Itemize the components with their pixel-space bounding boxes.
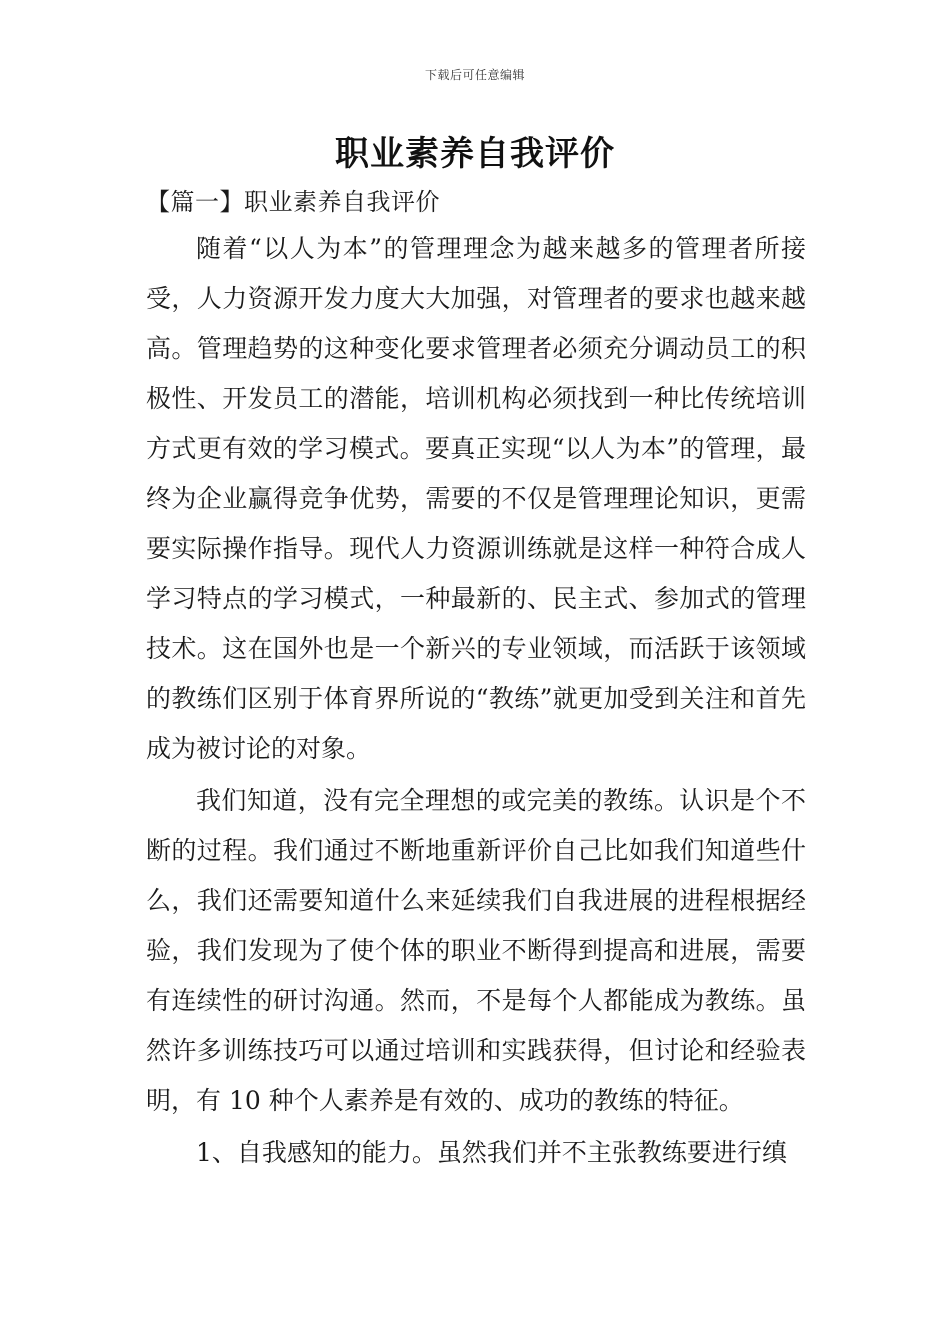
page-title: 职业素养自我评价: [335, 134, 615, 174]
section-heading: 【篇一】职业素养自我评价: [146, 188, 440, 216]
body-text: [146, 224, 806, 1180]
paragraph: 1、自我感知的能力。虽然我们并不主张教练要进行缜: [196, 1138, 787, 1167]
paragraph: 我们知道，没有完全理想的或完美的教练。认识是个不断的过程。我们通过不断地重新评价自己比如我们知道些什么，我们还需要知道什么来延续我们自我进展的进程根据经验，我们发现为了使个体的职业不断得到提高和进展，需要有连续性的研讨沟通。然而，不是每个人都能成为教练。虽然许多训练技巧可以通过培训和实践获得，但讨论和经验表明，有 10 种个人素养是有效的、成功的教练的特征。: [146, 786, 806, 1115]
paragraph: 随着“以人为本”的管理理念为越来越多的管理者所接受，人力资源开发力度大大加强，对管理者的要求也越来越高。管理趋势的这种变化要求管理者必须充分调动员工的积极性、开发员工的潜能，培训机构必须找到一种比传统培训方式更有效的学习模式。要真正实现“以人为本”的管理，最终为企业赢得竞争优势，需要的不仅是管理理论知识，更需要实际操作指导。现代人力资源训练就是这样一种符合成人学习特点的学习模式，一种最新的、民主式、参加式的管理技术。这在国外也是一个新兴的专业领域，而活跃于该领域的教练们区别于体育界所说的“教练”就更加受到关注和首先成为被讨论的对象。: [146, 234, 806, 763]
header-note: 下载后可任意编辑: [424, 68, 525, 82]
